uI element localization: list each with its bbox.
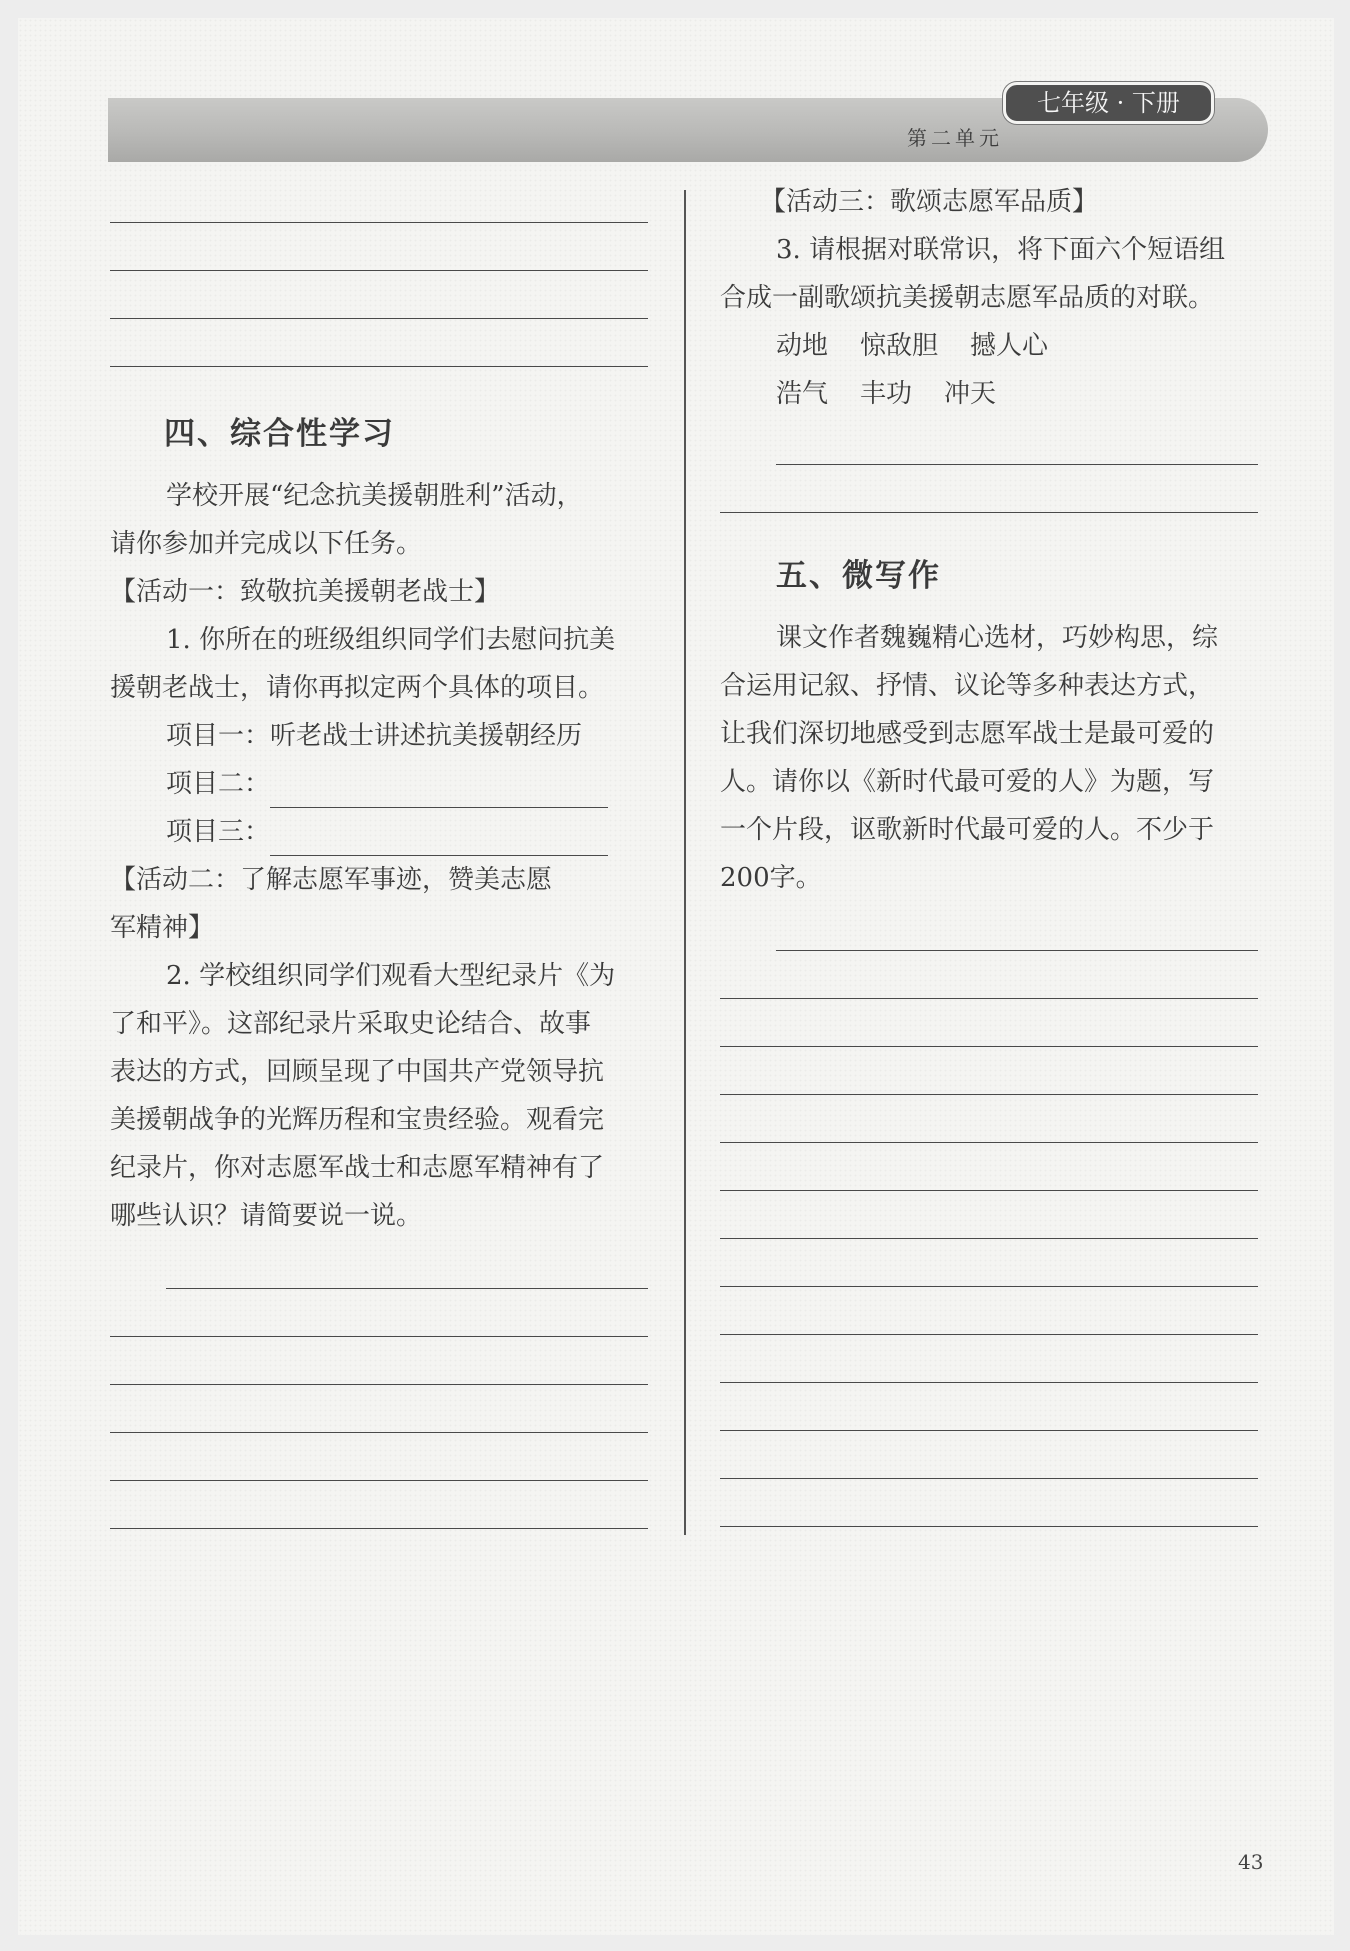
writing-line[interactable] [720,1478,1258,1479]
item-3-label: 项目三： [166,817,271,847]
item-2-row [166,760,608,808]
item-2-label: 项目二： [166,769,271,799]
writing-line[interactable] [720,1046,1258,1047]
q2-line-6: 哪些认识？请简要说一说。 [110,1201,423,1231]
writing-line[interactable] [720,1430,1258,1431]
item-2-blank[interactable] [270,773,608,808]
q2-line-5: 纪录片，你对志愿军战士和志愿军精神有了 [110,1153,605,1183]
q3-line-2: 合成一副歌颂抗美援朝志愿军品质的对联。 [720,283,1215,313]
writing-line[interactable] [720,1334,1258,1335]
answer-line[interactable] [110,270,648,271]
section-5-heading: 五、微写作 [776,558,941,594]
q3-line-1: 3. 请根据对联常识，将下面六个短语组 [776,235,1226,265]
writing-line[interactable] [720,998,1258,999]
writing-line[interactable] [720,1190,1258,1191]
q2-line-1: 2. 学校组织同学们观看大型纪录片《为 [166,961,616,991]
phrase-jingdidan: 惊敌胆 [860,331,939,361]
answer-line[interactable] [720,512,1258,513]
activity-3-title: 【活动三：歌颂志愿军品质】 [760,187,1099,217]
activity-1-title: 【活动一：致敬抗美援朝老战士】 [110,577,501,607]
answer-line[interactable] [776,464,1258,465]
q2-line-3: 表达的方式，回顾呈现了中国共产党领导抗 [110,1057,605,1087]
answer-line[interactable] [110,318,648,319]
q2-line-4: 美援朝战争的光辉历程和宝贵经验。观看完 [110,1105,605,1135]
activity-2-title-line-1: 【活动二：了解志愿军事迹，赞美志愿 [110,865,553,895]
writing-prompt-line-1: 课文作者魏巍精心选材，巧妙构思，综 [776,623,1219,653]
answer-line[interactable] [110,1384,648,1385]
phrase-dongdi: 动地 [776,331,829,361]
q1-line-1: 1. 你所在的班级组织同学们去慰问抗美 [166,625,616,655]
item-1: 项目一：听老战士讲述抗美援朝经历 [166,721,583,751]
phrase-hanrenxin: 撼人心 [970,331,1049,361]
writing-prompt-line-2: 合运用记叙、抒情、议论等多种表达方式， [720,671,1215,701]
intro-line-1: 学校开展“纪念抗美援朝胜利”活动， [166,481,583,511]
answer-line[interactable] [110,1480,648,1481]
writing-line[interactable] [776,950,1258,951]
item-3-blank[interactable] [270,821,608,856]
writing-prompt-line-3: 让我们深切地感受到志愿军战士是最可爱的 [720,719,1215,749]
phrase-haoqi: 浩气 [776,379,829,409]
writing-line[interactable] [720,1238,1258,1239]
section-4-heading: 四、综合性学习 [164,416,395,452]
answer-line[interactable] [110,222,648,223]
unit-label: 第二单元 [907,126,1003,150]
writing-prompt-line-5: 一个片段，讴歌新时代最可爱的人。不少于 [720,815,1215,845]
phrase-chongtian: 冲天 [944,379,997,409]
grade-badge: 七年级 · 下册 [1003,82,1214,124]
column-divider [684,190,686,1535]
answer-line[interactable] [110,366,648,367]
writing-line[interactable] [720,1526,1258,1527]
q2-line-2: 了和平》。这部纪录片采取史论结合、故事 [110,1009,592,1039]
writing-prompt-line-6: 200字。 [720,863,822,893]
item-3-row [166,808,608,856]
answer-line[interactable] [110,1528,648,1529]
writing-prompt-line-4: 人。请你以《新时代最可爱的人》为题，写 [720,767,1215,797]
writing-line[interactable] [720,1142,1258,1143]
intro-line-2: 请你参加并完成以下任务。 [110,529,423,559]
writing-line[interactable] [720,1382,1258,1383]
writing-line[interactable] [720,1094,1258,1095]
writing-line[interactable] [720,1286,1258,1287]
page-number: 43 [1238,1850,1264,1874]
answer-line[interactable] [110,1432,648,1433]
answer-line[interactable] [110,1336,648,1337]
q1-line-2: 援朝老战士，请你再拟定两个具体的项目。 [110,673,605,703]
phrase-fenggong: 丰功 [860,379,913,409]
activity-2-title-line-2: 军精神】 [110,913,215,943]
answer-line[interactable] [166,1288,648,1289]
